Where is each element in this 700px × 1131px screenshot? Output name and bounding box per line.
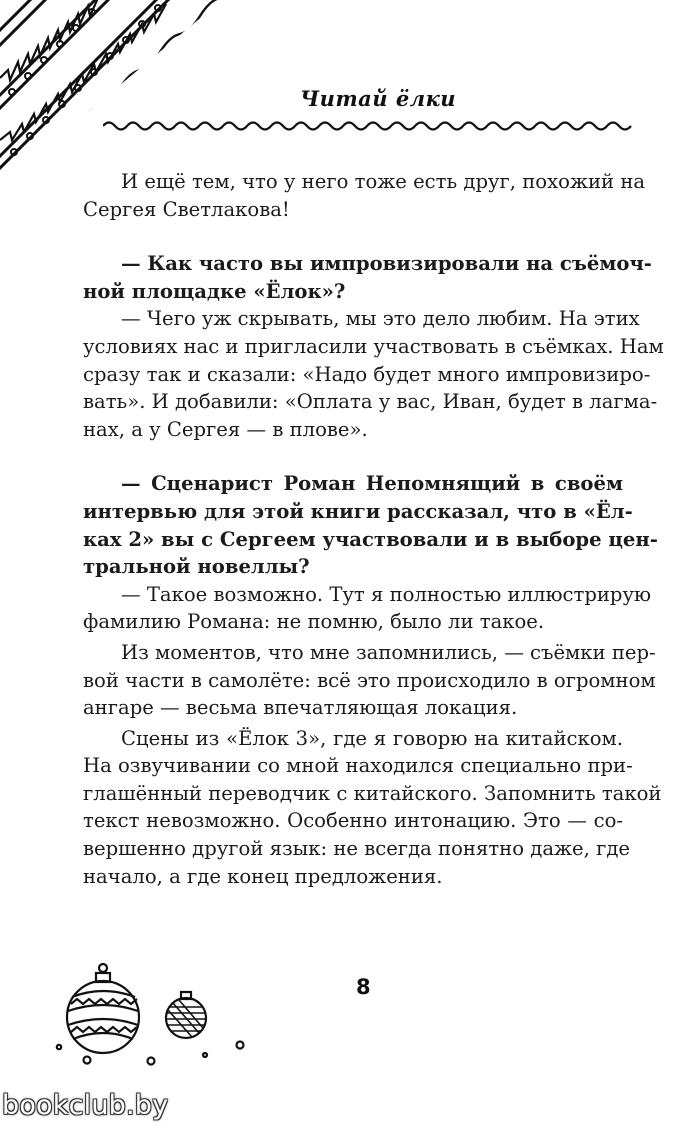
text-line: — Такое возможно. Тут я полностью иллюстрирую	[121, 582, 652, 606]
christmas-ball-ornaments	[55, 955, 265, 1070]
text-line: ной площадке «Ёлок»?	[83, 279, 346, 303]
text-line: интервью для этой книги рассказал, что в «Ёл-	[83, 499, 633, 523]
page-body	[83, 168, 664, 890]
text-line: глашённый переводчик с китайского. Запомнить такой	[83, 781, 662, 805]
text-line: тральной новеллы?	[83, 555, 310, 579]
text-line: ках 2» вы с Сергеем участвовали и в выборе цен-	[83, 527, 658, 551]
text-line: сразу так и сказали: «Надо будет много импровизиро-	[83, 362, 651, 386]
text-line: Сергея Светлакова!	[83, 197, 290, 221]
text-line: вершенно другой язык: не всегда понятно даже, где	[83, 837, 630, 861]
text-line: условиях нас и пригласили участвовать в съёмках. Нам	[83, 334, 664, 358]
text-line: — Как часто вы импровизировали на съёмоч-	[121, 252, 652, 276]
wavy-rule-divider	[103, 117, 633, 135]
text-line: — Чего уж скрывать, мы это дело любим. На этих	[121, 307, 640, 331]
watermark-text: bookclub.by	[2, 1090, 169, 1121]
text-line: текст невозможно. Особенно интонацию. Это — со-	[83, 809, 623, 833]
text-line: Из моментов, что мне запомнились, — съёмки пер-	[121, 640, 656, 664]
interview-question	[83, 470, 658, 580]
text-line: На озвучивании со мной находился специально при-	[83, 754, 633, 778]
interview-answer	[83, 639, 656, 722]
text-line: И ещё тем, что у него тоже есть друг, похожий на	[121, 170, 646, 193]
text-line: вать». И добавили: «Оплата у вас, Иван, будет в лагма-	[83, 390, 658, 414]
text-line: — Сценарист Роман Непомнящий в своём	[121, 472, 623, 496]
running-header-title: Читай ёлки	[300, 86, 457, 111]
interview-answer	[83, 581, 652, 636]
paragraph	[83, 168, 646, 223]
text-line: вой части в самолёте: всё это происходило в огромном	[83, 668, 656, 692]
page-number: 8	[356, 975, 371, 999]
text-line: Сцены из «Ёлок 3», где я говорю на китайском.	[121, 726, 623, 750]
interview-answer	[83, 305, 664, 443]
text-line: начало, а где конец предложения.	[83, 864, 443, 888]
text-line: фамилию Романа: не помню, было ли такое.	[83, 610, 545, 634]
text-line: ангаре — весьма впечатляющая локация.	[83, 696, 518, 720]
text-line: нах, а у Сергея — в плове».	[83, 417, 368, 441]
interview-answer	[83, 725, 662, 891]
interview-question	[83, 250, 652, 305]
